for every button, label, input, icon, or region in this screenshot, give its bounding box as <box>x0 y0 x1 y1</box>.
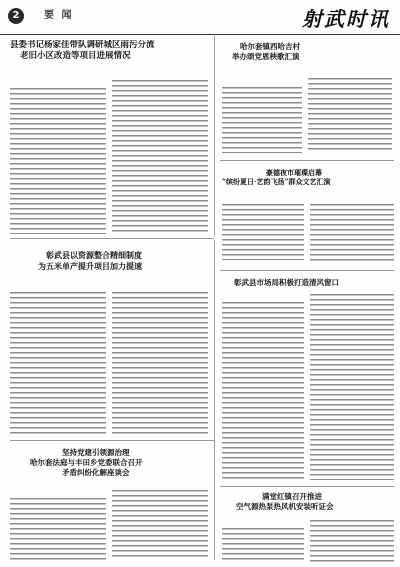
headline-line: 矛盾纠纷化解座谈会 <box>62 468 130 478</box>
article-body-column <box>310 294 394 480</box>
section-title: 要 闻 <box>44 10 74 21</box>
article-body-column <box>308 78 392 153</box>
article-body-column <box>310 520 394 562</box>
newspaper-brand: 射武时讯 <box>302 7 390 31</box>
masthead <box>0 0 400 35</box>
headline-line: 豪德夜市璀璨启幕 <box>266 168 322 177</box>
article-headline <box>30 448 210 478</box>
article-body-column <box>222 204 304 260</box>
article-body-column <box>310 204 394 264</box>
headline-line: 坚持党建引领源治理 <box>62 448 130 457</box>
article-body-column <box>222 302 304 480</box>
article-body-column <box>112 292 208 434</box>
headline-line: 举办颂党恩秧歌汇演 <box>232 52 300 62</box>
article-body-column <box>222 87 302 153</box>
headline-line: “缤纷夏日·艺韵飞扬”群众文艺汇演 <box>222 177 331 187</box>
article-headline <box>236 492 394 512</box>
headline-line: 彰武县市场局积极打造清风窗口 <box>234 278 339 287</box>
headline-line: 满堂红镇召开推进 <box>262 492 322 501</box>
article-body-column <box>10 498 106 560</box>
section-divider <box>10 440 214 441</box>
headline-line: 哈尔套镇西哈吉村 <box>240 42 300 51</box>
headline-line: 县委书记杨家佳带队调研城区雨污分流 <box>10 40 155 50</box>
headline-line: 空气源热泵热风机安装听证会 <box>236 502 334 512</box>
headline-line: 为五米单产提升项目加力提速 <box>38 260 142 271</box>
section-divider <box>10 238 214 239</box>
article-body-column <box>10 88 106 234</box>
headline-line: 老旧小区改造等项目进展情况 <box>20 51 131 62</box>
section-divider <box>220 160 394 161</box>
article-body-column <box>112 490 208 560</box>
column-divider <box>214 36 215 236</box>
article-headline <box>222 168 394 187</box>
section-divider <box>220 270 394 271</box>
article-headline <box>234 278 394 288</box>
article-headline <box>232 42 392 62</box>
article-headline <box>10 40 215 63</box>
article-body-column <box>10 292 106 434</box>
article-body-column <box>222 528 304 562</box>
article-headline <box>38 250 208 272</box>
section-divider <box>220 486 394 487</box>
page-number: 2 <box>8 8 24 24</box>
article-body-column <box>112 80 208 234</box>
headline-line: 彰武县以资源整合精细制度 <box>46 250 142 260</box>
column-divider <box>214 240 215 560</box>
headline-line: 哈尔套法庭与丰田乡党委联合召开 <box>30 458 143 468</box>
